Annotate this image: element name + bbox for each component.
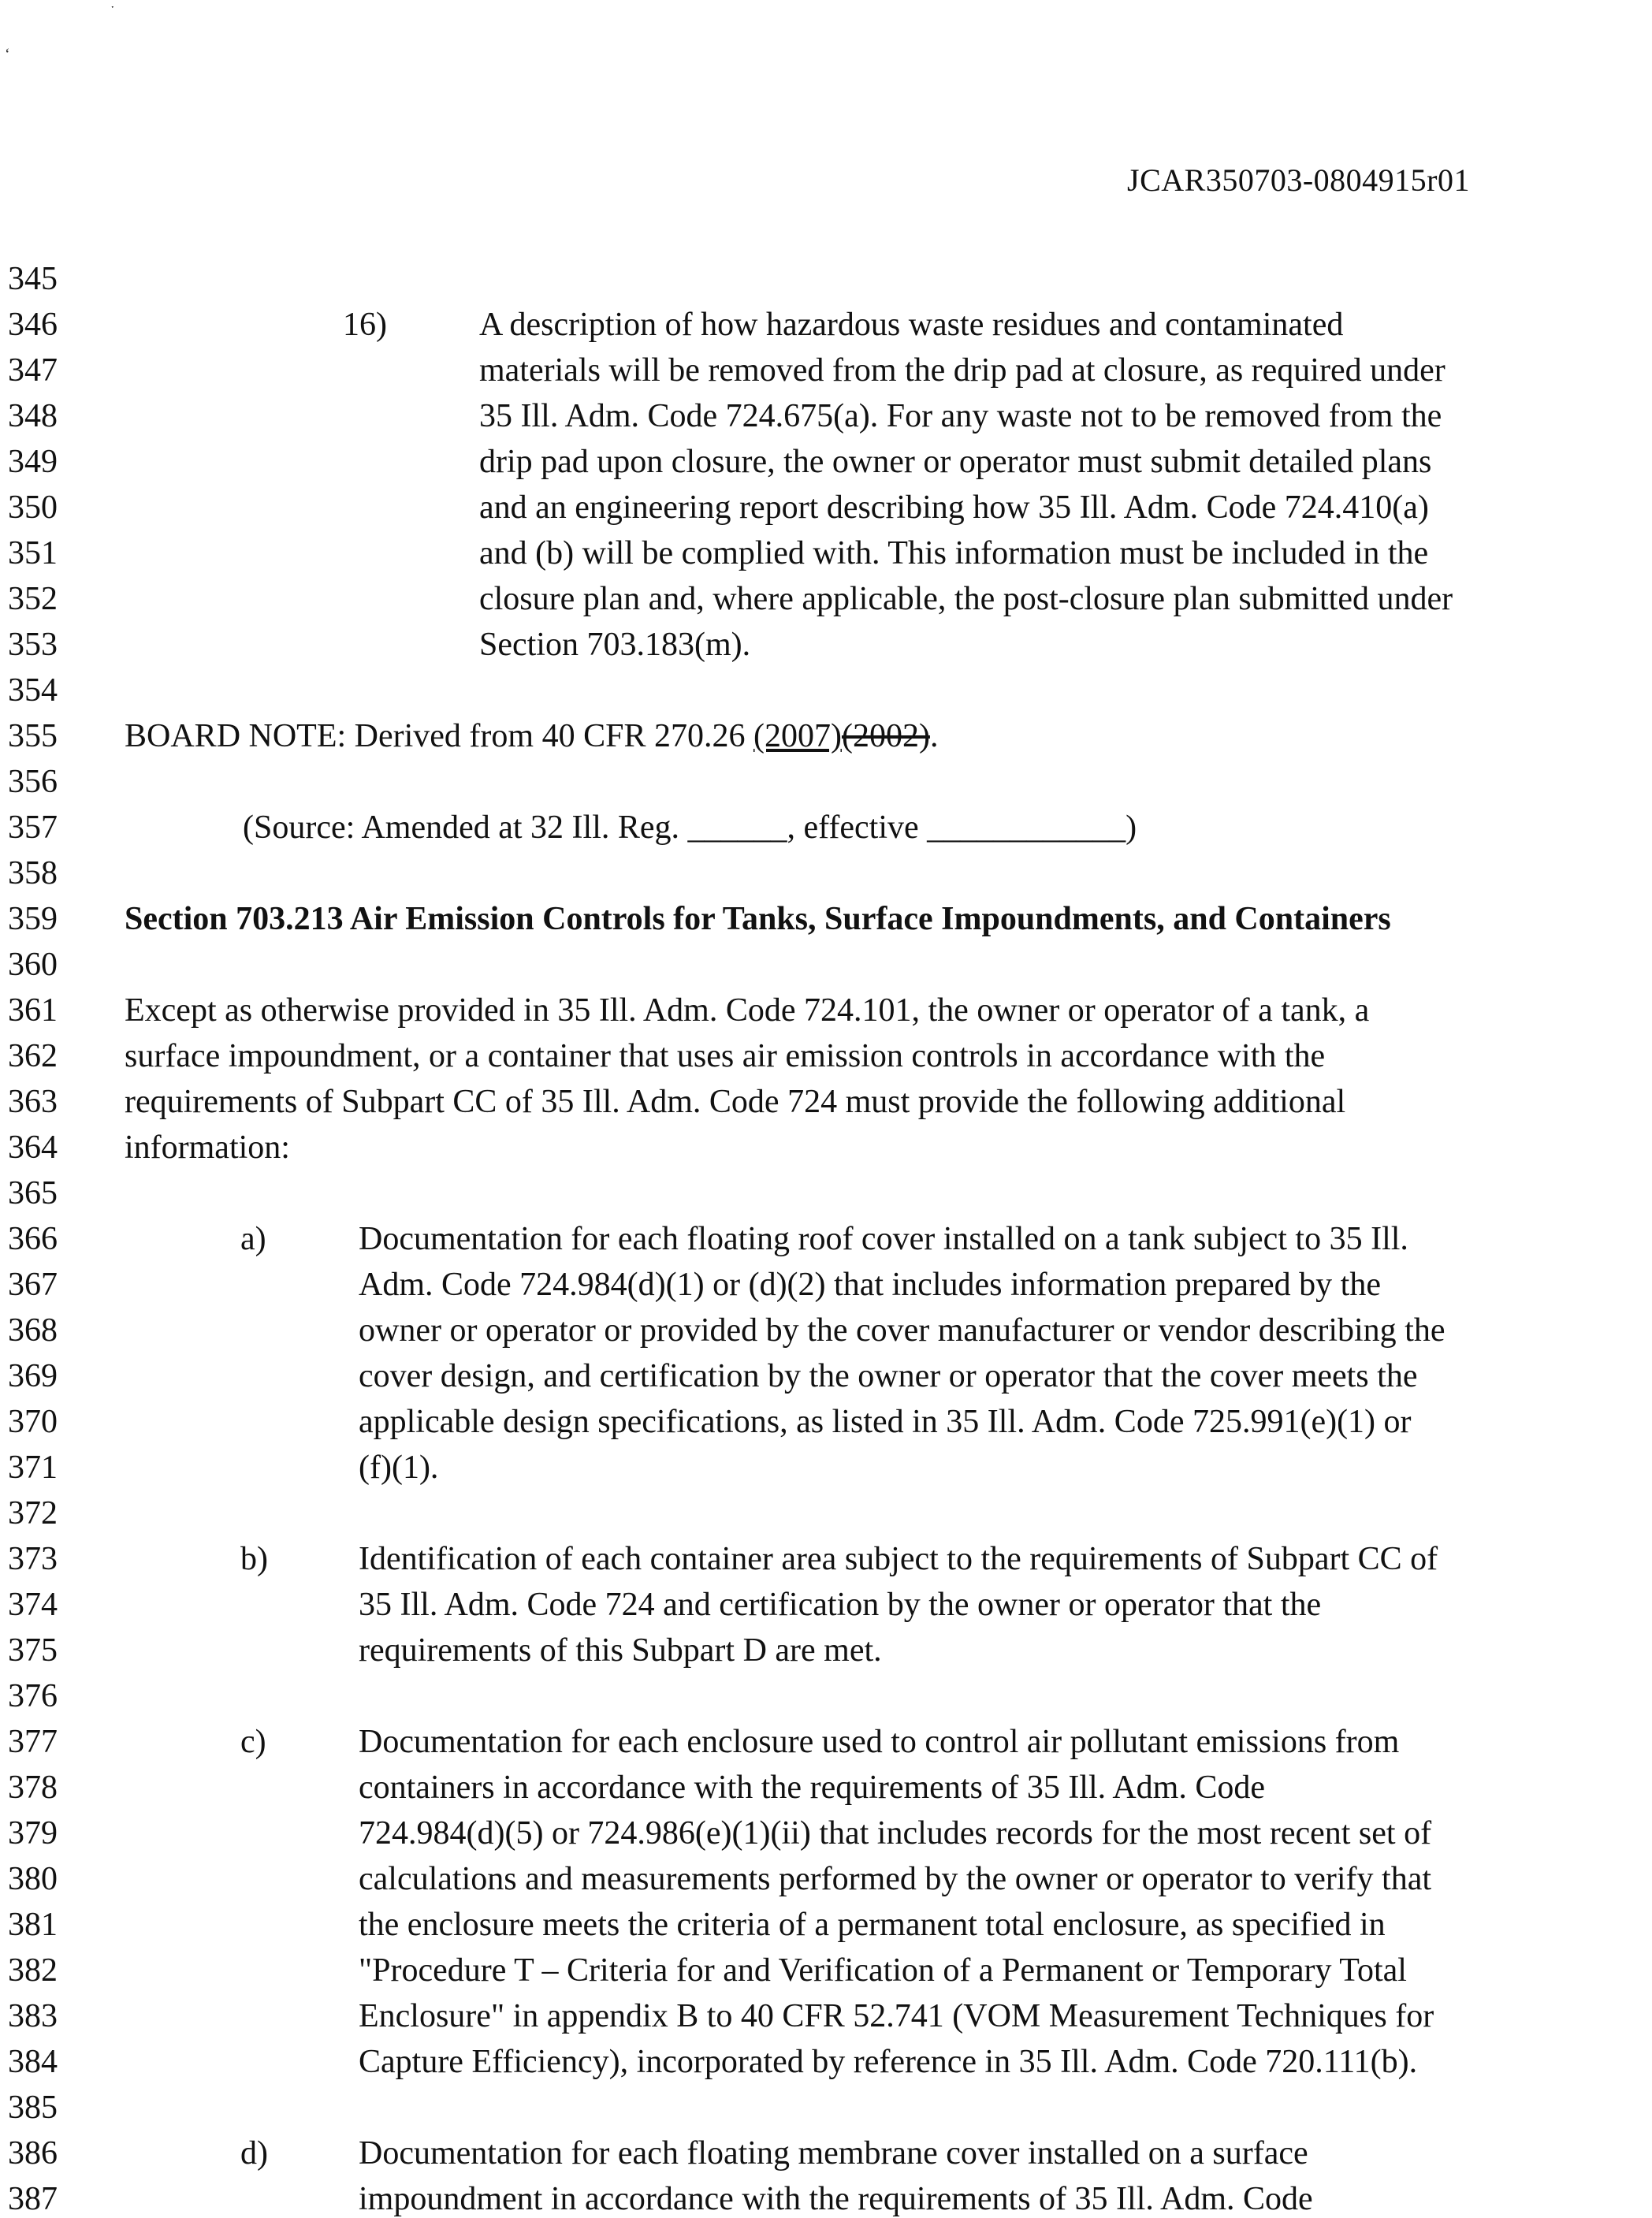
line-number: 353 — [8, 627, 58, 663]
document-id: JCAR350703-0804915r01 — [1127, 162, 1470, 198]
text-line: Section 703.183(m). — [479, 627, 751, 663]
line-number: 363 — [8, 1084, 58, 1120]
text-line: Documentation for each floating roof cover installed on a tank subject to 35 Ill. — [359, 1221, 1408, 1257]
text-line: closure plan and, where applicable, the post-closure plan submitted under — [479, 581, 1453, 617]
line-number: 375 — [8, 1632, 58, 1669]
text-line: impoundment in accordance with the requirements of 35 Ill. Adm. Code — [359, 2181, 1313, 2217]
item-label: 16) — [343, 307, 387, 343]
line-number: 368 — [8, 1312, 58, 1349]
text-line: A description of how hazardous waste residues and contaminated — [479, 307, 1344, 343]
board-note-text: BOARD NOTE: Derived from 40 CFR 270.26 — [125, 718, 753, 754]
text-line: owner or operator or provided by the cover manufacturer or vendor describing the — [359, 1312, 1446, 1349]
deleted-text: (2002) — [841, 718, 930, 754]
text-line: information: — [125, 1129, 290, 1166]
text-line: drip pad upon closure, the owner or operator must submit detailed plans — [479, 444, 1432, 480]
line-number: 382 — [8, 1952, 58, 1989]
item-label: d) — [240, 2135, 268, 2171]
line-number: 373 — [8, 1541, 58, 1577]
line-number: 360 — [8, 947, 58, 983]
line-number: 371 — [8, 1450, 58, 1486]
text-line: containers in accordance with the requirements of 35 Ill. Adm. Code — [359, 1770, 1265, 1806]
line-number: 365 — [8, 1175, 58, 1211]
text-line: Enclosure" in appendix B to 40 CFR 52.741 (VOM Measurement Techniques for — [359, 1998, 1434, 2034]
text-line: Documentation for each floating membrane cover installed on a surface — [359, 2135, 1308, 2171]
line-number: 352 — [8, 581, 58, 617]
text-line: Except as otherwise provided in 35 Ill. Adm. Code 724.101, the owner or operator of a tank, a — [125, 992, 1370, 1029]
line-number: 358 — [8, 855, 58, 891]
scan-mark: ‘ — [5, 46, 10, 63]
text-line: requirements of Subpart CC of 35 Ill. Adm. Code 724 must provide the following additional — [125, 1084, 1346, 1120]
line-number: 348 — [8, 398, 58, 434]
scan-mark: ˑ — [110, 0, 115, 17]
line-number: 349 — [8, 444, 58, 480]
line-number: 385 — [8, 2090, 58, 2126]
text-line: 724.984(d)(5) or 724.986(e)(1)(ii) that includes records for the most recent set of — [359, 1815, 1432, 1851]
line-number: 366 — [8, 1221, 58, 1257]
text-line: surface impoundment, or a container that uses air emission controls in accordance with the — [125, 1038, 1326, 1074]
text-line: 35 Ill. Adm. Code 724 and certification by the owner or operator that the — [359, 1587, 1322, 1623]
line-number: 345 — [8, 261, 58, 297]
section-heading: Section 703.213 Air Emission Controls for Tanks, Surface Impoundments, and Containers — [125, 901, 1391, 937]
line-number: 377 — [8, 1724, 58, 1760]
text-line: and (b) will be complied with. This information must be included in the — [479, 535, 1429, 571]
line-number: 379 — [8, 1815, 58, 1851]
line-number: 381 — [8, 1907, 58, 1943]
line-number: 355 — [8, 718, 58, 754]
line-number: 380 — [8, 1861, 58, 1897]
text-line: and an engineering report describing how 35 Ill. Adm. Code 724.410(a) — [479, 489, 1429, 526]
line-number: 378 — [8, 1770, 58, 1806]
item-label: a) — [240, 1221, 266, 1257]
board-note-end: . — [929, 718, 939, 754]
text-line: 35 Ill. Adm. Code 724.675(a). For any waste not to be removed from the — [479, 398, 1442, 434]
line-number: 359 — [8, 901, 58, 937]
line-number: 369 — [8, 1358, 58, 1394]
board-note — [125, 717, 938, 755]
line-number: 364 — [8, 1129, 58, 1166]
line-number: 351 — [8, 535, 58, 571]
text-line: Identification of each container area subject to the requirements of Subpart CC of — [359, 1541, 1438, 1577]
line-number: 350 — [8, 489, 58, 526]
line-number: 354 — [8, 672, 58, 709]
text-line: requirements of this Subpart D are met. — [359, 1632, 882, 1669]
line-number: 356 — [8, 764, 58, 800]
inserted-text: (2007) — [753, 718, 842, 754]
text-line: materials will be removed from the drip pad at closure, as required under — [479, 352, 1446, 389]
text-line: (f)(1). — [359, 1450, 439, 1486]
text-line: Adm. Code 724.984(d)(1) or (d)(2) that includes information prepared by the — [359, 1267, 1381, 1303]
text-line: Capture Efficiency), incorporated by reference in 35 Ill. Adm. Code 720.111(b). — [359, 2044, 1418, 2080]
line-number: 362 — [8, 1038, 58, 1074]
line-number: 357 — [8, 809, 58, 846]
line-number: 346 — [8, 307, 58, 343]
line-number: 386 — [8, 2135, 58, 2171]
text-line: the enclosure meets the criteria of a permanent total enclosure, as specified in — [359, 1907, 1386, 1943]
item-label: c) — [240, 1724, 266, 1760]
text-line: cover design, and certification by the owner or operator that the cover meets the — [359, 1358, 1418, 1394]
line-number: 387 — [8, 2181, 58, 2217]
line-number: 367 — [8, 1267, 58, 1303]
text-line: "Procedure T – Criteria for and Verification of a Permanent or Temporary Total — [359, 1952, 1407, 1989]
line-number: 384 — [8, 2044, 58, 2080]
line-number: 372 — [8, 1495, 58, 1531]
line-number: 370 — [8, 1404, 58, 1440]
line-number: 347 — [8, 352, 58, 389]
item-label: b) — [240, 1541, 268, 1577]
line-number: 376 — [8, 1678, 58, 1714]
text-line: calculations and measurements performed by the owner or operator to verify that — [359, 1861, 1432, 1897]
text-line: Documentation for each enclosure used to control air pollutant emissions from — [359, 1724, 1400, 1760]
source-note: (Source: Amended at 32 Ill. Reg. ______, effective ____________) — [243, 809, 1137, 846]
line-number: 383 — [8, 1998, 58, 2034]
text-line: applicable design specifications, as listed in 35 Ill. Adm. Code 725.991(e)(1) or — [359, 1404, 1412, 1440]
line-number: 361 — [8, 992, 58, 1029]
line-number: 374 — [8, 1587, 58, 1623]
